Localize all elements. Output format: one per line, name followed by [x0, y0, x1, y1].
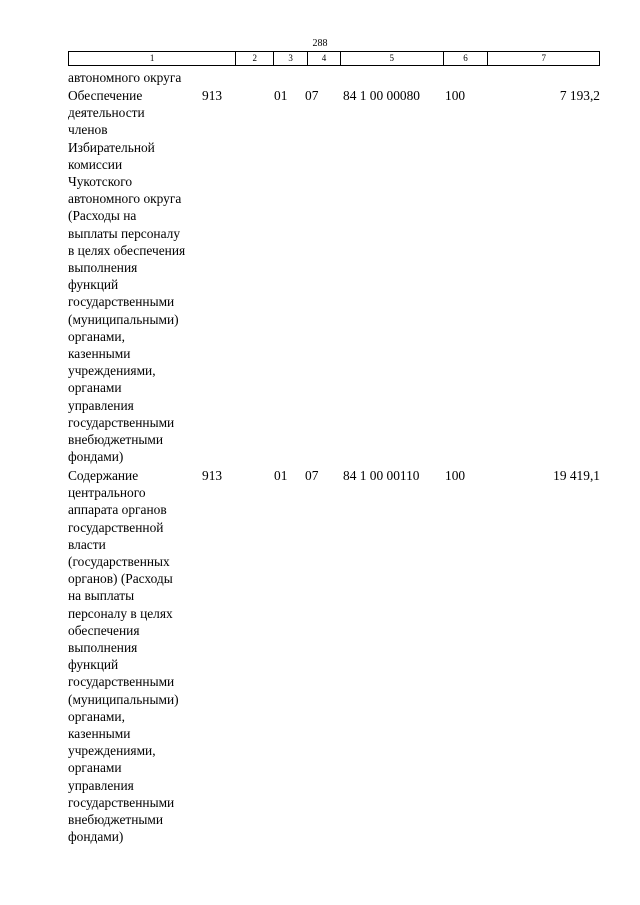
header-col-4: 4 — [308, 52, 341, 65]
row-name-line: власти — [68, 536, 106, 552]
row-col-7: 7 193,2 — [559, 88, 600, 103]
page-number: 288 — [312, 38, 328, 49]
row-col-4: 07 — [305, 88, 319, 103]
row-col-5: 84 1 00 00080 — [343, 88, 420, 103]
continuation-text — [68, 69, 203, 86]
row-name-line: учреждениями, — [68, 363, 156, 379]
row-name-line: фондами) — [68, 829, 124, 845]
row-name-line: выполнения — [68, 640, 138, 656]
header-col-6: 6 — [444, 52, 489, 65]
row-name-line: аппарата органов — [68, 502, 167, 518]
row-name-line: комиссии — [68, 156, 123, 172]
row-name-line: органами — [68, 380, 122, 396]
row-name-line: персоналу в целях — [68, 605, 173, 621]
table-header-row — [68, 51, 600, 66]
row-name-line: государственной — [68, 519, 164, 535]
row-name-line: органов) (Расходы — [68, 571, 173, 587]
row-name-line: государственными — [68, 674, 175, 690]
row-name-line: в целях обеспечения — [68, 242, 186, 258]
row-name-line: Содержание — [68, 468, 139, 483]
row-name-line: казенными — [68, 726, 131, 742]
row-col-2: 913 — [202, 468, 223, 483]
row-col-5: 84 1 00 00110 — [343, 468, 420, 483]
row-name-line: внебюджетными — [68, 812, 164, 828]
row-name-line: членов — [68, 122, 108, 138]
row-name-line: органами, — [68, 328, 125, 344]
row-col-7: 19 419,1 — [553, 468, 600, 483]
row-name-line: центрального — [68, 485, 146, 501]
row-name-line: на выплаты — [68, 588, 135, 604]
row-name-line: выполнения — [68, 260, 138, 276]
row-name — [68, 87, 203, 465]
row-name-line: (Расходы на — [68, 208, 137, 224]
row-name-line: органами — [68, 760, 122, 776]
continuation-line: автономного округа — [68, 70, 182, 85]
header-col-3: 3 — [274, 52, 308, 65]
row-col-2: 913 — [202, 88, 223, 103]
row-name-line: органами, — [68, 708, 125, 724]
row-col-6: 100 — [445, 88, 466, 103]
row-name-line: управления — [68, 397, 134, 413]
row-col-3: 01 — [274, 468, 288, 483]
row-name-line: (государственных — [68, 554, 170, 570]
header-col-5: 5 — [341, 52, 444, 65]
row-name-line: Обеспечение — [68, 88, 143, 103]
row-name-line: деятельности — [68, 105, 145, 121]
row-name-line: государственными — [68, 794, 175, 810]
header-col-7: 7 — [541, 53, 546, 63]
row-name-line: обеспечения — [68, 622, 140, 638]
row-name-line: Чукотского — [68, 174, 133, 190]
row-name-line: государственными — [68, 294, 175, 310]
row-name-line: фондами) — [68, 449, 124, 465]
row-col-3: 01 — [274, 88, 288, 103]
row-name-line: казенными — [68, 346, 131, 362]
row-name-line: функций — [68, 277, 119, 293]
row-name-line: автономного округа — [68, 191, 182, 207]
row-name-line: выплаты персоналу — [68, 225, 181, 241]
row-name-line: Избирательной — [68, 139, 155, 155]
header-col-2: 2 — [236, 52, 274, 65]
row-name — [68, 467, 203, 845]
row-name-line: (муниципальными) — [68, 691, 179, 707]
row-name-line: управления — [68, 777, 134, 793]
header-col-1: 1 — [69, 52, 236, 65]
row-name-line: государственными — [68, 414, 175, 430]
row-name-line: внебюджетными — [68, 432, 164, 448]
row-name-line: (муниципальными) — [68, 311, 179, 327]
row-col-4: 07 — [305, 468, 319, 483]
row-name-line: функций — [68, 657, 119, 673]
row-col-6: 100 — [445, 468, 466, 483]
row-name-line: учреждениями, — [68, 743, 156, 759]
